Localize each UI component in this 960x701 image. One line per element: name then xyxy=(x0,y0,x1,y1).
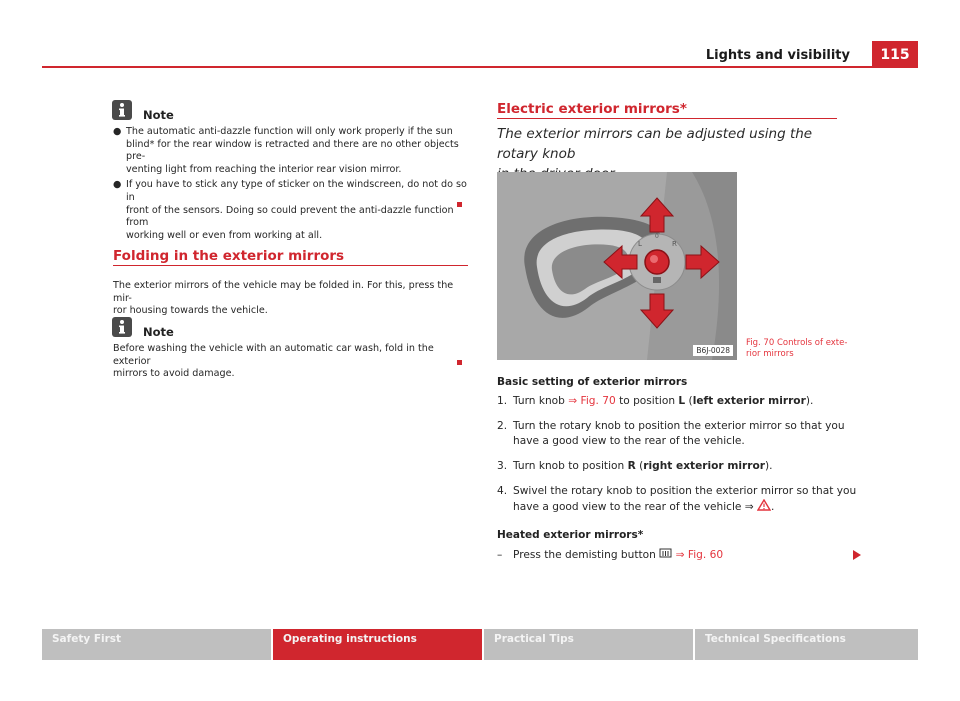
note-heading: Note xyxy=(143,325,174,339)
knob-label-right: R xyxy=(672,240,677,248)
note-bullet-list xyxy=(113,126,473,242)
step-3: 3. Turn knob to position R (right exterior mirror). xyxy=(497,460,773,472)
subheading-heated-mirrors: Heated exterior mirrors* xyxy=(497,529,644,541)
section-title: Folding in the exterior mirrors xyxy=(113,248,345,264)
section-body: The exterior mirrors of the vehicle may be folded in. For this, press the mir- ror housing towards the vehicle. xyxy=(113,280,454,317)
footer-tab-operating-instructions[interactable]: Operating instructions xyxy=(273,629,482,660)
heated-mirrors-item: – Press the demisting button ⇒ Fig. 60 xyxy=(497,549,724,561)
knob-label-left: L xyxy=(638,240,642,248)
header-rule xyxy=(42,66,918,68)
bullet-dot: ● xyxy=(113,179,122,191)
section-title-rule xyxy=(497,118,837,119)
section-end-marker xyxy=(457,360,462,365)
footer-tab-technical-specifications[interactable]: Technical Specifications xyxy=(695,629,918,660)
section-intro: The exterior mirrors can be adjusted using the rotary knob xyxy=(497,126,813,162)
heater-symbol xyxy=(653,277,661,283)
continue-arrow-icon xyxy=(853,550,861,560)
list-dash: – xyxy=(497,549,503,561)
section-end-marker xyxy=(457,202,462,207)
step-1: 1. Turn knob ⇒ Fig. 70 to position L (left exterior mirror). xyxy=(497,395,814,407)
footer-navigation xyxy=(42,629,918,660)
warning-icon[interactable] xyxy=(757,499,771,511)
note-bullet xyxy=(113,179,473,242)
step-4: 4. Swivel the rotary knob to position the exterior mirror so that you have a good view to the rear of the vehicle ⇒ . xyxy=(497,485,857,513)
rear-demister-icon xyxy=(659,548,672,559)
bullet-dot: ● xyxy=(113,126,122,137)
info-icon xyxy=(112,100,132,120)
footer-tab-practical-tips[interactable]: Practical Tips xyxy=(484,629,693,660)
note-heading: Note xyxy=(143,108,174,122)
rotary-knob xyxy=(645,250,669,274)
footer-tab-safety-first[interactable]: Safety First xyxy=(42,629,271,660)
figure-caption: Fig. 70 Controls of exte- rior mirrors xyxy=(746,338,848,359)
figure-mirror-controls xyxy=(497,172,737,360)
figure-reference-link[interactable]: ⇒ Fig. 60 xyxy=(675,549,724,561)
bullet-text: The automatic anti-dazzle function will only work properly if the sun blind* for the rear window is retracted and there are no other objects pre- venting light from reaching the interior rear vision mirror. xyxy=(126,126,459,175)
mirror-control-illustration xyxy=(497,172,737,360)
section-title-rule xyxy=(113,265,468,266)
note-body: Before washing the vehicle with an automatic car wash, fold in the exterior mirrors to avoid damage. xyxy=(113,343,434,380)
note-bullet xyxy=(113,126,473,176)
section-title: Electric exterior mirrors* xyxy=(497,101,687,117)
page-number: 115 xyxy=(872,41,918,68)
bullet-text: If you have to stick any type of sticker on the windscreen, do not do so in front of the sensors. Doing so could prevent the anti-dazzle function from working well or even from working at all. xyxy=(126,179,467,241)
running-header-title: Lights and visibility xyxy=(705,48,850,63)
subheading-basic-setting: Basic setting of exterior mirrors xyxy=(497,376,688,388)
knob-label-off: 0 xyxy=(655,233,659,240)
step-2: 2. Turn the rotary knob to position the exterior mirror so that you have a good view to the rear of the vehicle. xyxy=(497,420,845,447)
figure-reference-link[interactable]: ⇒ Fig. 70 xyxy=(568,395,616,407)
info-icon xyxy=(112,317,132,337)
figure-code: B6J-0028 xyxy=(693,345,733,356)
